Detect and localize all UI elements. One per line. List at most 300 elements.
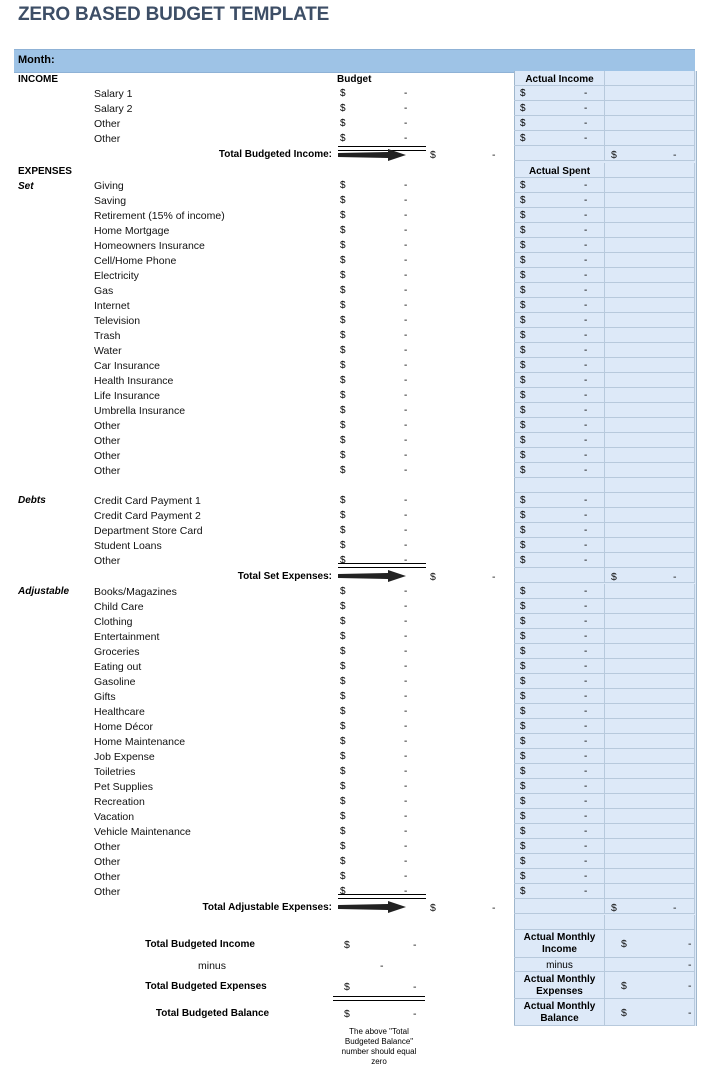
actual-cell[interactable] [514, 146, 605, 161]
actual-side-cell[interactable] [605, 253, 695, 268]
actual-cell[interactable] [514, 899, 605, 914]
actual-dollar: $ [520, 300, 526, 311]
line-item-label: Internet [94, 300, 130, 312]
actual-cell[interactable] [514, 538, 605, 553]
total-income-dollar: $ [430, 149, 436, 161]
actual-cell[interactable] [514, 824, 605, 839]
actual-cell[interactable] [514, 448, 605, 463]
budget-dollar: $ [340, 856, 346, 867]
budget-value: - [404, 225, 408, 236]
total-adjustable-value: - [492, 902, 496, 914]
line-item-label: Umbrella Insurance [94, 405, 186, 417]
actual-side-cell[interactable] [605, 358, 695, 373]
actual-dollar: $ [520, 886, 526, 897]
line-item-label: Other [94, 450, 121, 462]
budget-dollar: $ [340, 706, 346, 717]
budget-dollar: $ [340, 751, 346, 762]
actual-cell[interactable] [514, 869, 605, 884]
line-item-label: Home Maintenance [94, 736, 186, 748]
line-item-label: Water [94, 345, 122, 357]
actual-value: - [584, 330, 588, 341]
actual-dollar: $ [520, 601, 526, 612]
summary-balance-dollar: $ [344, 1008, 350, 1020]
actual-cell[interactable] [514, 629, 605, 644]
actual-cell[interactable] [514, 403, 605, 418]
actual-value: - [584, 133, 588, 144]
actual-value: - [584, 255, 588, 266]
budget-value: - [404, 255, 408, 266]
budget-value: - [404, 103, 408, 114]
actual-cell[interactable] [514, 86, 605, 101]
actual-value: - [584, 180, 588, 191]
actual-side-cell[interactable] [605, 659, 695, 674]
debts-heading: Debts [18, 495, 46, 506]
actual-cell[interactable] [514, 568, 605, 583]
arrow-icon [338, 149, 408, 161]
actual-dollar: $ [520, 495, 526, 506]
actual-cell[interactable] [514, 659, 605, 674]
actual-value: - [584, 691, 588, 702]
actual-dollar: $ [520, 691, 526, 702]
actual-side-cell[interactable] [605, 403, 695, 418]
budget-value: - [404, 270, 408, 281]
actual-side-cell[interactable] [605, 178, 695, 193]
budget-dollar: $ [340, 270, 346, 281]
actual-dollar: $ [520, 811, 526, 822]
actual-value: - [584, 450, 588, 461]
budget-value: - [404, 796, 408, 807]
actual-side-cell[interactable] [605, 433, 695, 448]
actual-side-cell[interactable] [605, 884, 695, 899]
actual-cell[interactable] [514, 794, 605, 809]
actual-side-cell[interactable] [605, 283, 695, 298]
actual-side-cell[interactable] [605, 388, 695, 403]
actual-dollar: $ [520, 450, 526, 461]
actual-side-cell[interactable] [605, 809, 695, 824]
actual-summary-value-cell[interactable] [605, 999, 695, 1026]
actual-cell[interactable] [514, 704, 605, 719]
budget-dollar: $ [340, 661, 346, 672]
budget-dollar: $ [340, 315, 346, 326]
actual-cell[interactable] [514, 253, 605, 268]
actual-cell[interactable] [514, 418, 605, 433]
summary-expenses-value: - [413, 981, 417, 993]
budget-value: - [404, 525, 408, 536]
actual-cell[interactable] [514, 238, 605, 253]
line-item-label: Home Mortgage [94, 225, 170, 237]
actual-side-cell[interactable] [605, 719, 695, 734]
actual-side-cell[interactable] [605, 268, 695, 283]
actual-value: - [584, 390, 588, 401]
actual-side-cell[interactable] [605, 116, 695, 131]
actual-total-set-dollar: $ [611, 571, 617, 583]
month-bar [14, 49, 695, 73]
line-item-label: Vehicle Maintenance [94, 826, 191, 838]
line-item-label: Credit Card Payment 2 [94, 510, 201, 522]
actual-dollar: $ [520, 270, 526, 281]
actual-side-cell[interactable] [605, 313, 695, 328]
actual-dollar: $ [520, 856, 526, 867]
summary-balance-value: - [413, 1008, 417, 1020]
actual-value: - [584, 706, 588, 717]
month-label: Month: [18, 54, 55, 66]
budget-value: - [404, 706, 408, 717]
line-item-label: Car Insurance [94, 360, 160, 372]
line-item-label: Other [94, 118, 121, 130]
actual-side-cell[interactable] [605, 764, 695, 779]
actual-side-cell[interactable] [605, 794, 695, 809]
actual-side-cell[interactable] [605, 493, 695, 508]
budget-dollar: $ [340, 646, 346, 657]
actual-value: - [584, 210, 588, 221]
actual-cell[interactable] [514, 493, 605, 508]
actual-cell[interactable] [514, 854, 605, 869]
budget-dollar: $ [340, 811, 346, 822]
actual-cell[interactable] [514, 644, 605, 659]
expenses-heading: EXPENSES [18, 166, 72, 177]
actual-side-cell[interactable] [605, 839, 695, 854]
budget-dollar: $ [340, 450, 346, 461]
actual-side-cell[interactable] [605, 779, 695, 794]
actual-value: - [584, 555, 588, 566]
arrow-icon [338, 901, 408, 913]
actual-side-cell[interactable] [605, 238, 695, 253]
actual-side-cell[interactable] [605, 418, 695, 433]
actual-side-cell[interactable] [605, 704, 695, 719]
total-income-value: - [492, 149, 496, 161]
budget-dollar: $ [340, 360, 346, 371]
budget-value: - [404, 811, 408, 822]
line-item-label: Other [94, 420, 121, 432]
actual-cell[interactable] [514, 734, 605, 749]
line-item-label: Cell/Home Phone [94, 255, 177, 267]
actual-dollar: $ [520, 180, 526, 191]
actual-value: - [584, 435, 588, 446]
actual-cell[interactable] [514, 764, 605, 779]
actual-value: - [584, 616, 588, 627]
actual-value: - [584, 285, 588, 296]
actual-cell[interactable] [514, 131, 605, 146]
actual-side-cell[interactable] [605, 899, 695, 914]
budget-dollar: $ [340, 841, 346, 852]
actual-value: - [584, 375, 588, 386]
line-item-label: Saving [94, 195, 127, 207]
actual-value: - [584, 676, 588, 687]
actual-side-cell[interactable] [605, 854, 695, 869]
actual-total-adjustable-value: - [673, 902, 677, 914]
actual-dollar: $ [520, 465, 526, 476]
budget-dollar: $ [340, 88, 346, 99]
actual-side-cell[interactable] [605, 343, 695, 358]
actual-value: - [584, 841, 588, 852]
actual-cell[interactable] [514, 328, 605, 343]
actual-side-cell[interactable] [605, 146, 695, 161]
actual-side-cell[interactable] [605, 101, 695, 116]
line-item-label: Salary 1 [94, 88, 133, 100]
actual-side-cell[interactable] [605, 584, 695, 599]
zero-note: The above "Total Budgeted Balance" number should equal zero [341, 1027, 417, 1066]
actual-dollar: $ [520, 826, 526, 837]
actual-dollar: $ [520, 676, 526, 687]
actual-cell[interactable] [514, 884, 605, 899]
actual-side-cell[interactable] [605, 629, 695, 644]
actual-side-cell[interactable] [605, 223, 695, 238]
actual-side-cell[interactable] [605, 193, 695, 208]
total-set-dollar: $ [430, 571, 436, 583]
budget-dollar: $ [340, 871, 346, 882]
budget-value: - [404, 285, 408, 296]
actual-summary-label: Actual Monthly Income [523, 932, 596, 955]
budget-dollar: $ [340, 781, 346, 792]
budget-heading: Budget [337, 74, 372, 85]
actual-cell[interactable] [514, 193, 605, 208]
actual-cell[interactable] [514, 523, 605, 538]
budget-value: - [404, 721, 408, 732]
actual-side-cell[interactable] [605, 915, 695, 930]
actual-cell[interactable] [514, 373, 605, 388]
budget-value: - [404, 495, 408, 506]
budget-value: - [404, 766, 408, 777]
actual-cell[interactable] [514, 313, 605, 328]
actual-cell[interactable] [514, 298, 605, 313]
adjustable-heading: Adjustable [18, 586, 70, 597]
line-item-label: Giving [94, 180, 124, 192]
actual-side-cell[interactable] [605, 568, 695, 583]
line-item-label: Department Store Card [94, 525, 203, 537]
actual-value: - [584, 781, 588, 792]
actual-dollar: $ [520, 285, 526, 296]
budget-value: - [404, 631, 408, 642]
arrow-icon [338, 570, 408, 582]
actual-side-cell[interactable] [605, 508, 695, 523]
actual-side-cell[interactable] [605, 553, 695, 568]
budget-dollar: $ [340, 766, 346, 777]
actual-summary-value: - [688, 938, 692, 950]
actual-dollar: $ [520, 631, 526, 642]
budget-value: - [404, 375, 408, 386]
actual-dollar: $ [520, 510, 526, 521]
actual-cell[interactable] [514, 749, 605, 764]
line-item-label: Pet Supplies [94, 781, 153, 793]
line-item-label: Home Décor [94, 721, 153, 733]
budget-value: - [404, 646, 408, 657]
budget-value: - [404, 676, 408, 687]
total-set-expenses-label: Total Set Expenses: [237, 571, 332, 582]
actual-side-cell[interactable] [605, 298, 695, 313]
line-item-label: Other [94, 871, 121, 883]
line-item-label: Other [94, 133, 121, 145]
actual-value: - [584, 510, 588, 521]
actual-cell[interactable] [514, 101, 605, 116]
actual-side-cell[interactable] [605, 448, 695, 463]
budget-dollar: $ [340, 465, 346, 476]
budget-value: - [404, 871, 408, 882]
budget-dollar: $ [340, 345, 346, 356]
actual-side-cell[interactable] [605, 614, 695, 629]
total-budgeted-income-label: Total Budgeted Income: [218, 149, 332, 160]
actual-summary-value: - [688, 959, 692, 971]
actual-cell[interactable] [514, 599, 605, 614]
budget-dollar: $ [340, 495, 346, 506]
actual-cell[interactable] [514, 915, 605, 930]
budget-dollar: $ [340, 435, 346, 446]
actual-dollar: $ [520, 315, 526, 326]
actual-summary-value-cell[interactable] [605, 958, 695, 972]
actual-cell[interactable] [514, 223, 605, 238]
line-item-label: Homeowners Insurance [94, 240, 205, 252]
actual-cell[interactable] [514, 388, 605, 403]
actual-cell[interactable] [514, 809, 605, 824]
actual-summary-dollar: $ [621, 938, 627, 950]
budget-value: - [404, 886, 408, 897]
actual-value: - [584, 315, 588, 326]
actual-dollar: $ [520, 405, 526, 416]
actual-side-cell[interactable] [605, 131, 695, 146]
actual-side-cell[interactable] [605, 869, 695, 884]
budget-value: - [404, 751, 408, 762]
budget-value: - [404, 315, 408, 326]
actual-side-cell[interactable] [605, 824, 695, 839]
budget-dollar: $ [340, 375, 346, 386]
actual-side-cell[interactable] [605, 674, 695, 689]
budget-dollar: $ [340, 180, 346, 191]
actual-cell[interactable] [514, 283, 605, 298]
budget-dollar: $ [340, 826, 346, 837]
budget-dollar: $ [340, 631, 346, 642]
actual-value: - [584, 736, 588, 747]
line-item-label: Books/Magazines [94, 586, 177, 598]
actual-side-cell[interactable] [605, 749, 695, 764]
budget-value: - [404, 118, 408, 129]
budget-dollar: $ [340, 133, 346, 144]
actual-value: - [584, 586, 588, 597]
actual-total-income-value: - [673, 149, 677, 161]
line-item-label: Trash [94, 330, 121, 342]
budget-value: - [404, 781, 408, 792]
line-item-label: Other [94, 856, 121, 868]
budget-dollar: $ [340, 555, 346, 566]
actual-cell[interactable] [514, 719, 605, 734]
actual-value: - [584, 225, 588, 236]
actual-value: - [584, 811, 588, 822]
budget-value: - [404, 300, 408, 311]
budget-dollar: $ [340, 195, 346, 206]
actual-cell[interactable] [514, 116, 605, 131]
actual-side-cell[interactable] [605, 373, 695, 388]
budget-dollar: $ [340, 118, 346, 129]
budget-value: - [404, 616, 408, 627]
actual-cell[interactable] [514, 614, 605, 629]
actual-side-cell[interactable] [605, 523, 695, 538]
actual-cell[interactable] [514, 208, 605, 223]
actual-dollar: $ [520, 736, 526, 747]
actual-value: - [584, 195, 588, 206]
actual-side-cell[interactable] [605, 478, 695, 493]
actual-dollar: $ [520, 721, 526, 732]
line-item-label: Life Insurance [94, 390, 160, 402]
actual-cell[interactable] [514, 674, 605, 689]
actual-cell[interactable] [514, 463, 605, 478]
actual-side-cell[interactable] [605, 163, 695, 178]
double-underline [338, 894, 426, 899]
actual-side-cell[interactable] [605, 644, 695, 659]
actual-side-cell[interactable] [605, 71, 695, 86]
actual-cell[interactable] [514, 779, 605, 794]
double-underline [333, 996, 425, 1001]
actual-cell[interactable] [514, 508, 605, 523]
budget-value: - [404, 180, 408, 191]
budget-dollar: $ [340, 103, 346, 114]
actual-cell[interactable] [514, 433, 605, 448]
actual-side-cell[interactable] [605, 538, 695, 553]
budget-value: - [404, 465, 408, 476]
budget-value: - [404, 856, 408, 867]
actual-value: - [584, 826, 588, 837]
actual-dollar: $ [520, 646, 526, 657]
summary-expenses-dollar: $ [344, 981, 350, 993]
total-adjustable-expenses-label: Total Adjustable Expenses: [202, 902, 332, 913]
budget-value: - [404, 736, 408, 747]
actual-value: - [584, 631, 588, 642]
actual-dollar: $ [520, 360, 526, 371]
budget-dollar: $ [340, 736, 346, 747]
actual-summary-value-cell[interactable] [605, 972, 695, 999]
actual-value: - [584, 103, 588, 114]
budget-dollar: $ [340, 405, 346, 416]
budget-dollar: $ [340, 540, 346, 551]
actual-cell[interactable] [514, 839, 605, 854]
actual-cell[interactable] [514, 553, 605, 568]
actual-side-cell[interactable] [605, 689, 695, 704]
budget-dollar: $ [340, 886, 346, 897]
budget-dollar: $ [340, 420, 346, 431]
actual-cell[interactable] [514, 358, 605, 373]
actual-dollar: $ [520, 210, 526, 221]
actual-cell[interactable] [514, 268, 605, 283]
actual-summary-value-cell[interactable] [605, 930, 695, 958]
actual-value: - [584, 360, 588, 371]
actual-dollar: $ [520, 88, 526, 99]
budget-dollar: $ [340, 330, 346, 341]
line-item-label: Groceries [94, 646, 140, 658]
budget-dollar: $ [340, 285, 346, 296]
summary-minus-value: - [380, 960, 384, 972]
line-item-label: Recreation [94, 796, 145, 808]
budget-value: - [404, 390, 408, 401]
actual-side-cell[interactable] [605, 463, 695, 478]
actual-side-cell[interactable] [605, 328, 695, 343]
actual-total-income-dollar: $ [611, 149, 617, 161]
actual-side-cell[interactable] [605, 208, 695, 223]
line-item-label: Eating out [94, 661, 142, 673]
actual-dollar: $ [520, 330, 526, 341]
actual-side-cell[interactable] [605, 734, 695, 749]
budget-dollar: $ [340, 601, 346, 612]
budget-dollar: $ [340, 525, 346, 536]
actual-dollar: $ [520, 751, 526, 762]
actual-cell[interactable] [514, 478, 605, 493]
actual-side-cell[interactable] [605, 599, 695, 614]
budget-value: - [404, 661, 408, 672]
actual-cell[interactable] [514, 689, 605, 704]
actual-side-cell[interactable] [605, 86, 695, 101]
actual-dollar: $ [520, 375, 526, 386]
actual-dollar: $ [520, 345, 526, 356]
actual-cell[interactable] [514, 584, 605, 599]
budget-dollar: $ [340, 721, 346, 732]
actual-cell[interactable] [514, 343, 605, 358]
actual-cell[interactable] [514, 178, 605, 193]
